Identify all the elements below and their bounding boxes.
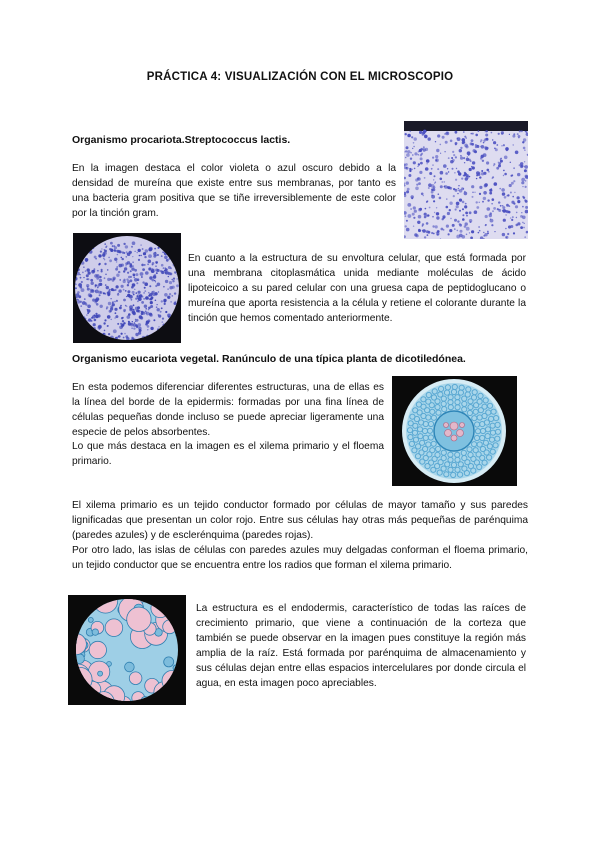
section1-para2: En cuanto a la estructura de su envoltura celular, que está formada por una membrana citoplasmática unida mediante moléculas de ácido lipoteicoico a su pared celular con una gruesa capa de peptidoglucano o mureína que aporta resistencia a la célula y retiene el colorante durante la tinción que hemos comentado anteriormente. [188, 253, 526, 324]
section2-para2: Lo que más destaca en la imagen es el xilema primario y el floema primario. [72, 441, 384, 467]
section1-heading: Organismo procariota.Streptococcus lactis. [72, 134, 291, 146]
bacteria-micrograph-1 [404, 121, 528, 239]
page-title: PRÁCTICA 4: VISUALIZACIÓN CON EL MICROSCOPIO [146, 71, 454, 83]
bacteria-micrograph-2 [73, 233, 181, 343]
section2-heading: Organismo eucariota vegetal. Ranúnculo de una típica planta de dicotiledónea. [72, 353, 466, 365]
root-micrograph-2 [68, 595, 186, 705]
section2-para4: Por otro lado, las islas de células con paredes azules muy delgadas conforman el floema primario, un tejido conductor que se encuentra entre los radios que forman el xilema primario. [72, 545, 528, 571]
section2-para1: En esta podemos diferenciar diferentes estructuras, una de ellas es la línea del borde de la epidermis: formadas por una fina línea de células pequeñas donde incluso se puede apreciar ligeramente una especie de pelos absorbentes. [72, 382, 384, 438]
section1-para1: En la imagen destaca el color violeta o azul oscuro debido a la densidad de mureína que existe entre sus membranas, por tanto es una bacteria gram positiva que se tiñe irreversiblemente de este color por la tinción gram. [72, 163, 396, 219]
section2-para3: El xilema primario es un tejido conductor formado por células de mayor tamaño y sus paredes lignificadas que presentan un color rojo. Entre sus células hay otras más pequeñas de parénquima (paredes azules) y de esclerénquima (paredes rojas). [72, 500, 528, 541]
root-micrograph-1 [392, 376, 517, 486]
section2-para5: La estructura es el endodermis, característico de todas las raíces de crecimiento primario, que viene a continuación de la corteza que también se puede observar en la imagen pues constituye la región más amplia de la raíz. Está formada por parénquima de almacenamiento y sus células dejan entre ellas espacios intercelulares por donde circula el agua, en esta imagen poco apreciables. [196, 603, 526, 689]
